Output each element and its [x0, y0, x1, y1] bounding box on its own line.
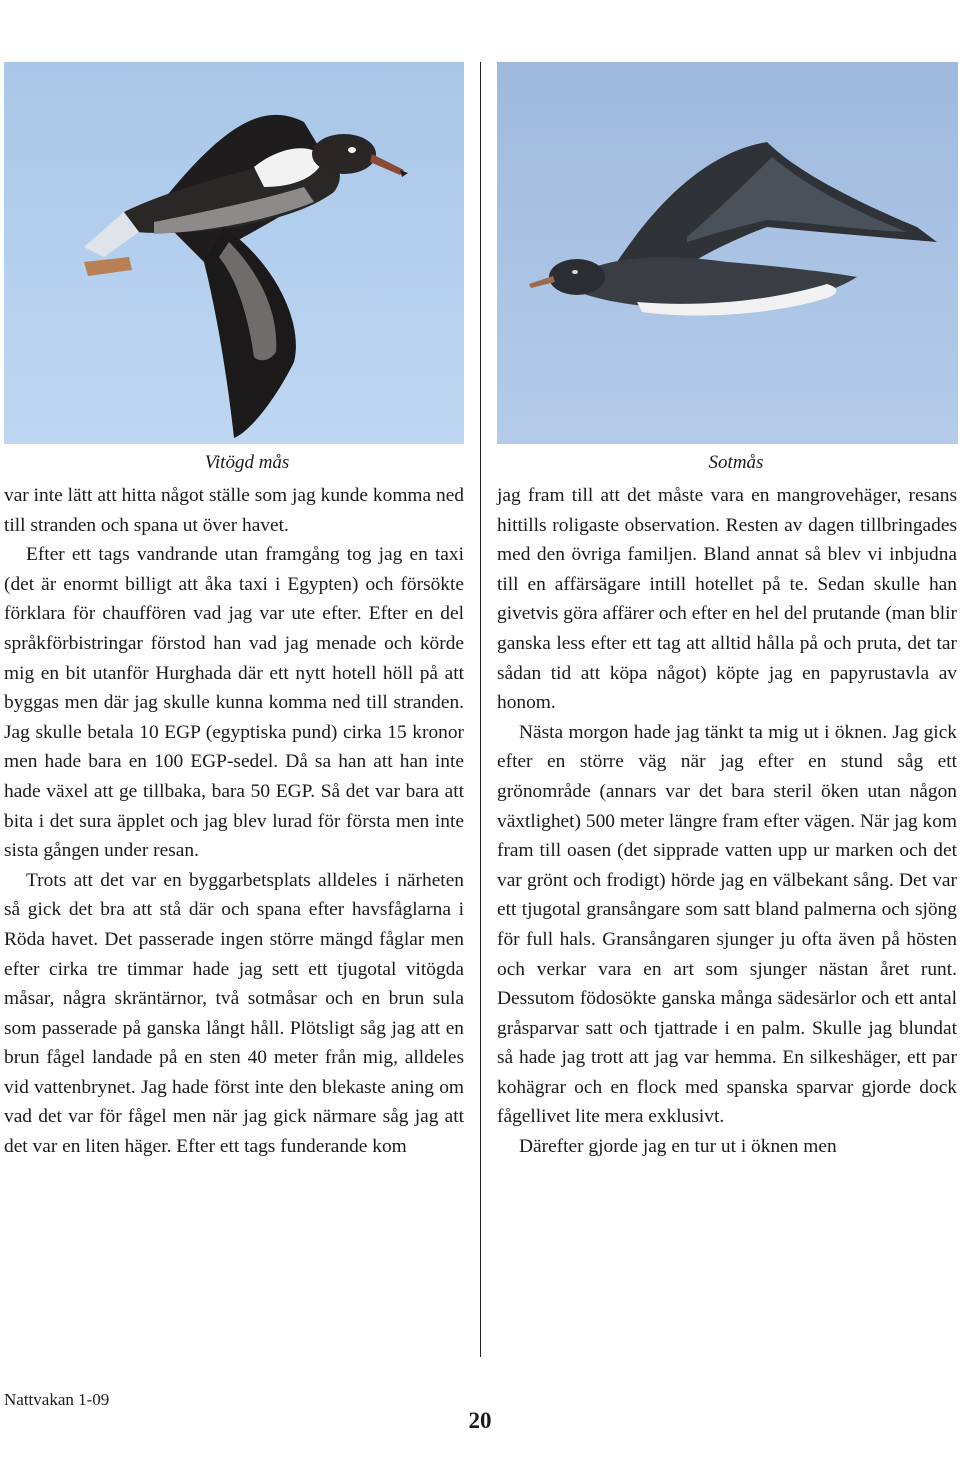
text-column-right [497, 481, 957, 1162]
photo-sooty-gull [497, 62, 958, 444]
paragraph: var inte lätt att hitta något ställe som jag kunde komma ned till stranden och spana ut över havet. [4, 485, 464, 536]
column-divider [480, 62, 481, 1357]
photo-caption-left: Vitögd mås [204, 452, 290, 473]
page-number: 20 [468, 1408, 492, 1433]
photo-white-eyed-gull [4, 62, 464, 444]
magazine-name: Nattvakan 1-09 [4, 1390, 110, 1409]
paragraph: Nästa morgon hade jag tänkt ta mig ut i öknen. Jag gick efter en större väg när jag efter en stund såg ett grönområde (annars var det bara steril öken utan någon växtlighet) 500 meter längre fram efter vägen. När jag kom fram till oasen (det sipprade vatten upp ur marken och det var grönt och frodigt) hörde jag en välbekant sång. Det var ett tjugotal gransångare som satt bland palmerna och sjöng för full hals. Gransångaren sjunger ju ofta även på hösten och verkar vara en art som sjunger nästan året runt. Dessutom födosökte ganska många sädesärlor och ett antal gråsparvar satt och tjattrade i en palm. Skulle jag blundat så hade jag trott att jag var hemma. En silkeshäger, ett par kohägrar och en flock med spanska sparvar gjorde dock fågellivet lite mera exklusivt. [497, 721, 957, 1128]
paragraph: Efter ett tags vandrande utan framgång tog jag en taxi (det är enormt billigt att åka taxi i Egypten) och försökte förklara för chauffören vad jag var ute efter. Efter en del språkförbistringar förstod han vad jag menade och körde mig en bit utanför Hurghada där ett nytt hotell höll på att byggas men där jag skulle kunna komma ned till stranden. Jag skulle betala 10 EGP (egyptiska pund) cirka 15 kronor men hade bara en 100 EGP-sedel. Då sa han att han inte hade växel att ge tillbaka, bara 50 EGP. Så det var bara att bita i det sura äpplet och jag blev lurad för första men inte sista gången under resan. [4, 544, 464, 862]
text-column-left [4, 481, 464, 1162]
paragraph: Därefter gjorde jag en tur ut i öknen men [519, 1136, 837, 1158]
paragraph: Trots att det var en byggarbetsplats alldeles i närheten så gick det bra att stå där och spana efter havsfåglarna i Röda havet. Det passerade ingen större mängd fåglar men efter cirka tre timmar hade jag sett ett tjugotal vitögda måsar, några skräntärnor, två sotmåsar och en brun sula som passerade på ganska långt håll. Plötsligt såg jag att en brun fågel landade på en sten 40 meter från mig, alldeles vid vattenbrynet. Jag hade först inte den blekaste aning om vad det var för fågel men när jag gick närmare såg jag att det var en liten häger. Efter ett tags funderande kom [4, 869, 464, 1158]
sooty-gull-illustration [497, 62, 958, 444]
white-eyed-gull-illustration [4, 62, 464, 444]
paragraph: jag fram till att det måste vara en mangrovehäger, resans hittills roligaste observation. Resten av dagen tillbringades med den övriga familjen. Bland annat så blev vi inbjudna till en affärsägare intill hotellet på te. Sedan skulle han givetvis göra affärer och efter en hel del prutande (man blir ganska less efter ett tag att alltid hålla på och pruta, det tar sådan tid att köpa något) köpte jag en papyrustavla av honom. [497, 485, 957, 714]
photo-caption-right: Sotmås [708, 452, 764, 473]
